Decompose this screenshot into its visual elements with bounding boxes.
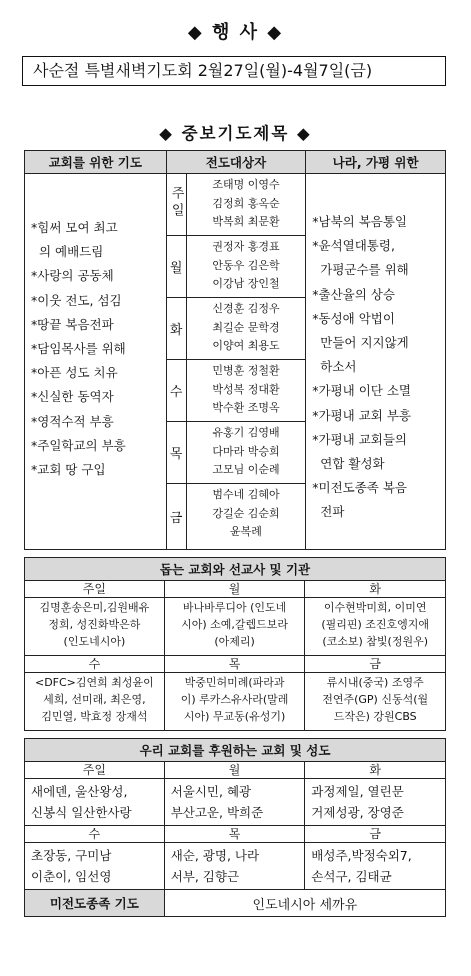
list-item: *교회 땅 구입 <box>31 462 106 478</box>
church-prayer-list <box>25 174 167 550</box>
prayer-title: ◆ 중보기도제목 ◆ <box>159 124 312 143</box>
supporters-cell: 서울시민, 혜광 부산고운, 박희준 <box>164 779 305 826</box>
events-title: ◆ 행 사 ◆ <box>187 22 284 43</box>
supporters-table <box>24 738 446 917</box>
header-church: 교회를 위한 기도 <box>25 151 167 174</box>
supporters-cell: 배성주,박정숙외7, 손석구, 김태균 <box>305 843 446 890</box>
supporters-cell: 과정제일, 열린문 거제성광, 장영준 <box>305 779 446 826</box>
event-banner: 사순절 특별새벽기도회 2월27일(월)-4월7일(금) <box>22 56 446 86</box>
day-label: 목 <box>164 656 305 673</box>
evangelism-names: 신경훈 김정우 최길순 문학경 이양여 최용도 <box>186 298 306 360</box>
missions-cell: <DFC>김연희 최성윤이 세희, 선미래, 최은영, 김민열, 박효정 장재석 <box>25 673 165 731</box>
list-item: *영적수적 부흥 <box>31 413 114 429</box>
list-item: *주일학교의 부흥 <box>31 437 126 453</box>
list-item: *출산율의 상승 <box>312 286 395 302</box>
evangelism-day: 주일 <box>166 174 186 236</box>
list-item: 전파 <box>320 504 345 520</box>
list-item: *이웃 전도, 섬김 <box>31 292 122 308</box>
header-evangelism: 전도대상자 <box>166 151 306 174</box>
missions-table <box>24 557 446 731</box>
list-item: 의 예배드림 <box>39 244 104 260</box>
list-item: 하소서 <box>320 359 357 375</box>
list-item: *힘써 모여 최고 <box>31 220 118 235</box>
supporters-header: 우리 교회를 후원하는 교회 및 성도 <box>25 739 446 762</box>
evangelism-day: 금 <box>166 484 186 550</box>
list-item: *가평내 교회들의 <box>312 431 407 447</box>
list-item: *땅끝 복음전파 <box>31 316 114 332</box>
unreached-value: 인도네시아 세까유 <box>164 890 445 917</box>
supporters-cell: 초장동, 구미남 이춘이, 임선영 <box>25 843 165 890</box>
supporters-cell: 새순, 광명, 나라 서부, 김향근 <box>164 843 305 890</box>
evangelism-names: 권정자 홍경표 안동우 김은학 이강남 장인철 <box>186 236 306 298</box>
evangelism-day: 목 <box>166 422 186 484</box>
day-label: 주일 <box>25 581 165 598</box>
evangelism-names: 유홍기 김영배 다마라 박승희 고모님 이순례 <box>186 422 306 484</box>
nation-prayer-list <box>306 174 446 550</box>
evangelism-names: 조태명 이영수 김정희 홍옥순 박복희 최문환 <box>186 174 306 236</box>
list-item: *가평내 교회 부흥 <box>312 407 411 423</box>
day-label: 목 <box>164 826 305 843</box>
day-label: 금 <box>305 656 446 673</box>
unreached-label: 미전도종족 기도 <box>25 890 165 917</box>
missions-cell: 이수현박미희, 이미연 (필리핀) 조진호엥지애 (코소보) 참빛(정원우) <box>305 598 446 656</box>
evangelism-day: 월 <box>166 236 186 298</box>
list-item: *가평내 이단 소멸 <box>312 383 411 399</box>
evangelism-day: 화 <box>166 298 186 360</box>
list-item: *신실한 동역자 <box>31 389 114 405</box>
missions-cell: 류시내(중국) 조영주 전연주(GP) 신동석(월 드작은) 강원CBS <box>305 673 446 731</box>
day-label: 월 <box>164 762 305 779</box>
day-label: 주일 <box>25 762 165 779</box>
day-label: 수 <box>25 826 165 843</box>
list-item: 연합 활성화 <box>320 456 385 472</box>
missions-cell: 김명훈송은미,김원배유 정희, 성진화박은하 (인도네시아) <box>25 598 165 656</box>
header-nation: 나라, 가평 위한 <box>306 151 446 174</box>
missions-cell: 박중민허미례(파라과 이) 루카스유사라(말레 시아) 무교동(유성기) <box>164 673 305 731</box>
list-item: *미전도종족 복음 <box>312 480 407 496</box>
day-label: 화 <box>305 762 446 779</box>
list-item: *담임목사를 위해 <box>31 341 126 357</box>
prayer-table <box>24 150 446 550</box>
list-item: *동성애 악법이 <box>312 310 395 326</box>
missions-header: 돕는 교회와 선교사 및 기관 <box>25 558 446 581</box>
list-item: 만들어 지지않게 <box>320 335 409 351</box>
day-label: 화 <box>305 581 446 598</box>
list-item: 가평군수를 위해 <box>320 262 409 278</box>
day-label: 수 <box>25 656 165 673</box>
list-item: *사랑의 공동체 <box>31 268 114 284</box>
missions-cell: 바나바루디아 (인도네 시아) 소예,갈렙드보라 (아제리) <box>164 598 305 656</box>
list-item: *남북의 복음통일 <box>312 214 407 229</box>
day-label: 금 <box>305 826 446 843</box>
supporters-cell: 새에덴, 울산왕성, 신봉식 일산한사랑 <box>25 779 165 826</box>
list-item: *윤석열대통령, <box>312 238 395 254</box>
evangelism-names: 민병훈 정철환 박성복 정대환 박수환 조명옥 <box>186 360 306 422</box>
evangelism-names: 범수네 김혜아 강길순 김순희 윤복례 <box>186 484 306 550</box>
evangelism-day: 수 <box>166 360 186 422</box>
day-label: 월 <box>164 581 305 598</box>
list-item: *아픈 성도 치유 <box>31 365 118 381</box>
